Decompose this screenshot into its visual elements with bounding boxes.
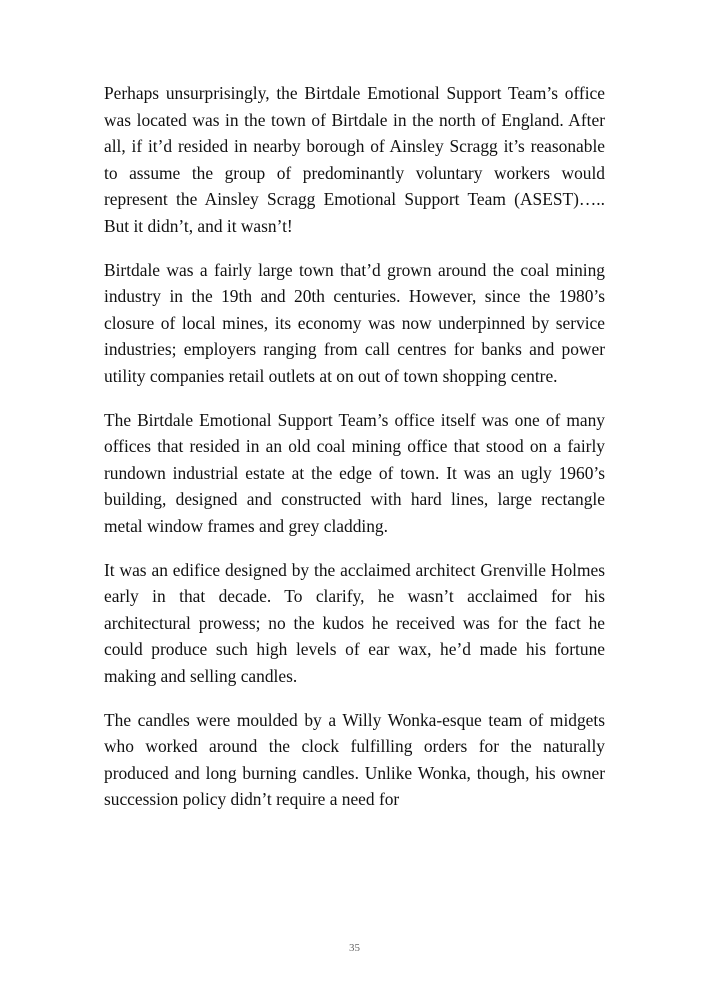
paragraph-2: Birtdale was a fairly large town that’d grown around the coal mining industry in the 19th and 20th centuries. However, since the 1980’s closure of local mines, its economy was now underpinned by service industries; employers ranging from call centres for banks and power utility companies retail outlets at on out of town shopping centre.: [104, 259, 605, 386]
paragraph-4: It was an edifice designed by the acclaimed architect Grenville Holmes early in that decade. To clarify, he wasn’t acclaimed for his architectural prowess; no the kudos he received was for the fact he could produce such high levels of ear wax, he’d made his fortune making and selling candles.: [104, 559, 605, 686]
body-text: [104, 80, 605, 830]
page-number: 35: [349, 942, 360, 954]
paragraph-3: The Birtdale Emotional Support Team’s office itself was one of many offices that resided in an old coal mining office that stood on a fairly rundown industrial estate at the edge of town. It was an ugly 1960’s building, designed and constructed with hard lines, large rectangle metal window frames and grey cladding.: [104, 409, 605, 536]
paragraph-1: Perhaps unsurprisingly, the Birtdale Emotional Support Team’s office was located was in the town of Birtdale in the north of England. After all, if it’d resided in nearby borough of Ainsley Scragg it’s reasonable to assume the group of predominantly voluntary workers would represent the Ainsley Scragg Emotional Support Team (ASEST)….. But it didn’t, and it wasn’t!: [104, 83, 605, 236]
paragraph-5: The candles were moulded by a Willy Wonka-esque team of midgets who worked around the clock fulfilling orders for the naturally produced and long burning candles. Unlike Wonka, though, his owner succession policy didn’t require a need for: [104, 709, 605, 809]
